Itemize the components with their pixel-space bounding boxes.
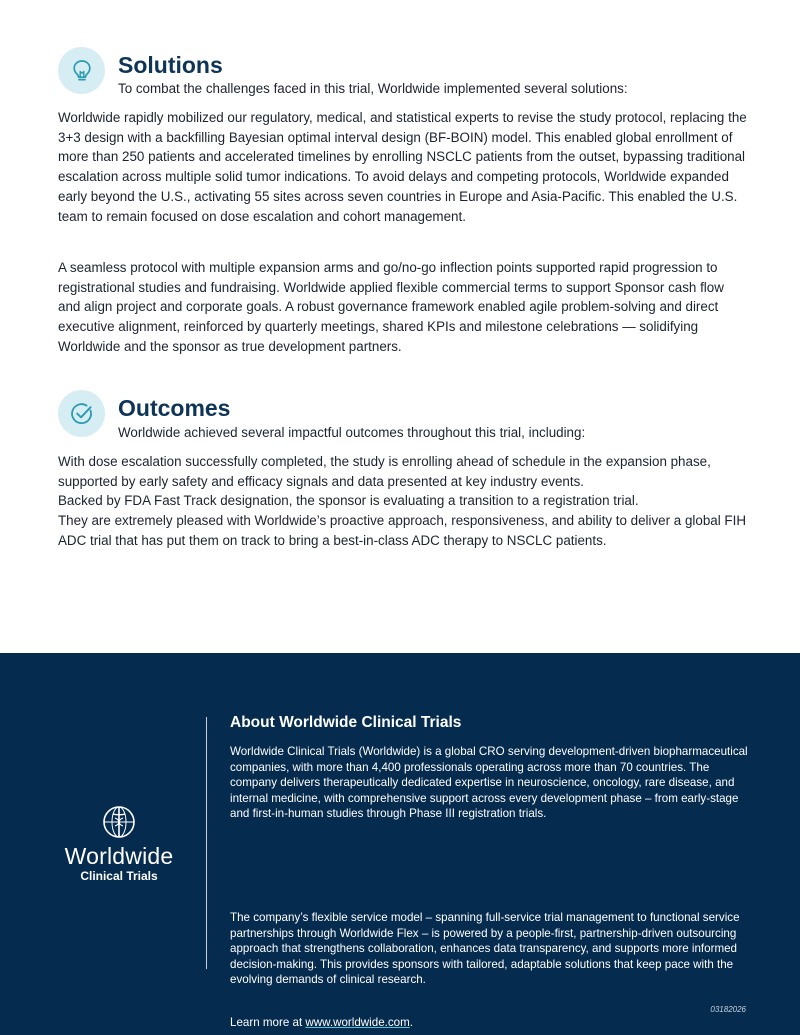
learn-more-suffix: . <box>409 1016 414 1029</box>
about-paragraph-2: The company’s flexible service model – spanning full-service trial management to functional service partnerships through Worldwide Flex – is powered by a people-first, partnership-driven outsourcing approach that strengthens collaboration, enhances data transparency, and supports more informed decision-making. This provides sponsors with tailored, adaptable solutions that keep pace with the evolving demands of clinical research. <box>230 911 740 987</box>
solutions-paragraph-1: Worldwide rapidly mobilized our regulatory, medical, and statistical experts to revise the study protocol, replacing the 3+3 design with a backfilling Bayesian optimal interval design (BF-BOIN) model. This enabled global enrollment of more than 250 patients and accelerated timelines by enrolling NSCLC patients from the outset, bypassing traditional escalation across multiple solid tumor indications. To avoid delays and competing protocols, Worldwide expanded early beyond the U.S., activating 55 sites across seven countries in Europe and Asia-Pacific. This enabled the U.S. team to remain focused on dose escalation and cohort management. <box>58 110 747 224</box>
company-logo <box>44 805 194 883</box>
learn-more-prefix: Learn more at <box>230 1016 306 1029</box>
outcome-line-1: With dose escalation successfully completed, the study is enrolling ahead of schedule in the expansion phase, supported by early safety and efficacy signals and data presented at key industry events. <box>58 454 711 489</box>
footer-divider <box>206 717 207 969</box>
solutions-title: Solutions <box>118 52 223 78</box>
document-code: 03182026 <box>710 1005 746 1014</box>
outcomes-title: Outcomes <box>118 395 231 421</box>
lightbulb-icon <box>58 47 105 94</box>
website-link[interactable]: www.worldwide.com <box>305 1016 410 1029</box>
outcomes-section <box>58 390 748 560</box>
about-paragraph-1: Worldwide Clinical Trials (Worldwide) is a global CRO serving development-driven biopharmaceutical companies, with more than 4,400 professionals operating across more than 70 countries. The company delivers therapeutically dedicated expertise in neuroscience, oncology, rare disease, and internal medicine, with comprehensive support across every development phase – from early-stage and first-in-human studies through Phase III registration trials. <box>230 745 748 821</box>
outcomes-intro: Worldwide achieved several impactful outcomes throughout this trial, including: <box>118 425 586 440</box>
globe-caduceus-icon <box>44 805 194 839</box>
solutions-paragraph-2: A seamless protocol with multiple expansion arms and go/no-go inflection points supported rapid progression to registrational studies and fundraising. Worldwide applied flexible commercial terms to support Sponsor cash flow and align project and corporate goals. A robust governance framework enabled agile problem-solving and direct executive alignment, reinforced by quarterly meetings, shared KPIs and milestone celebrations — solidifying Worldwide and the sponsor as true development partners. <box>58 260 724 354</box>
about-title: About Worldwide Clinical Trials <box>230 714 462 731</box>
learn-more-line <box>230 1015 750 1031</box>
solutions-intro: To combat the challenges faced in this trial, Worldwide implemented several solutions: <box>118 81 628 96</box>
logo-wordmark: Worldwide <box>64 843 174 869</box>
logo-subtitle: Clinical Trials <box>80 869 158 883</box>
outcomes-body <box>58 452 748 551</box>
check-circle-icon <box>58 390 105 437</box>
footer-panel <box>0 653 800 1035</box>
solutions-section <box>58 47 748 357</box>
outcome-line-2: Backed by FDA Fast Track designation, the sponsor is evaluating a transition to a registration trial. <box>58 493 639 509</box>
outcome-line-3: They are extremely pleased with Worldwide’s proactive approach, responsiveness, and ability to deliver a global FIH ADC trial that has put them on track to bring a best-in-class ADC therapy to NSCLC patients. <box>58 513 746 548</box>
